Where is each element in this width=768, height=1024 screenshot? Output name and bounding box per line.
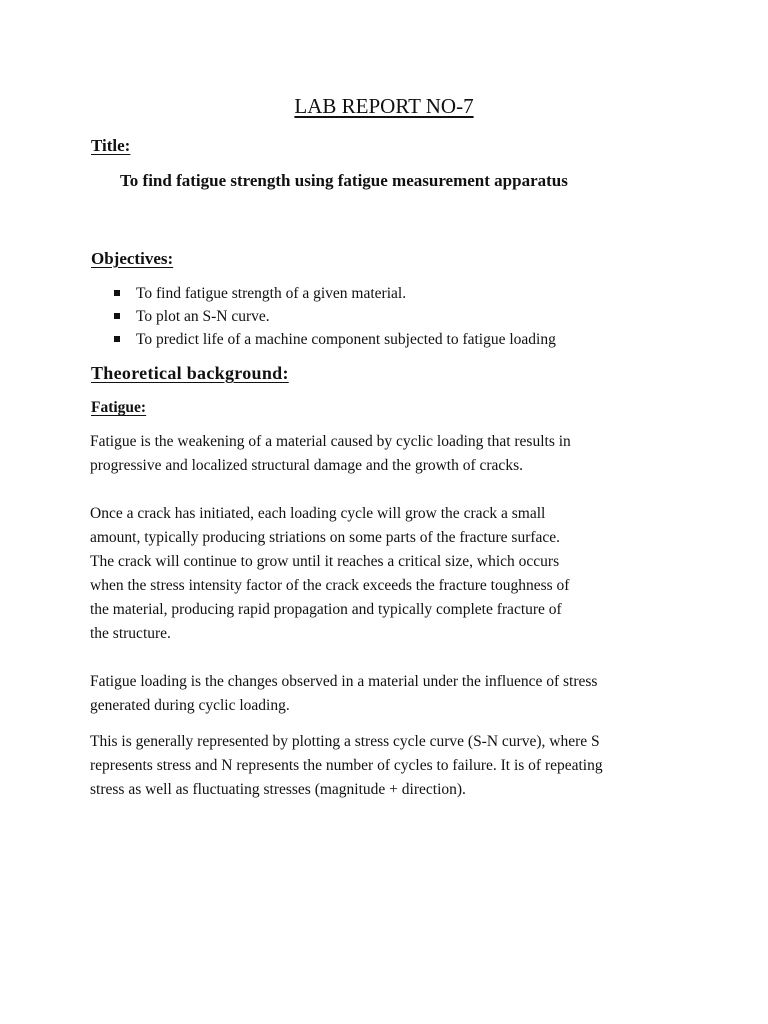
paragraph-fatigue-loading	[90, 670, 710, 718]
text-line: amount, typically producing striations on some parts of the fracture surface.	[90, 529, 561, 546]
text-line: stress as well as fluctuating stresses (magnitude + direction).	[90, 781, 466, 798]
text-line: Fatigue loading is the changes observed in a material under the influence of stress	[90, 673, 598, 690]
square-bullet-icon	[114, 290, 120, 296]
text-line: represents stress and N represents the number of cycles to failure. It is of repeating	[90, 757, 603, 774]
paragraph-fatigue-definition	[90, 430, 710, 478]
text-line: generated during cyclic loading.	[90, 697, 290, 714]
text-line: The crack will continue to grow until it reaches a critical size, which occurs	[90, 553, 560, 570]
list-item	[112, 305, 556, 328]
text-line: the structure.	[90, 625, 171, 642]
square-bullet-icon	[114, 313, 120, 319]
square-bullet-icon	[114, 336, 120, 342]
text-line: Once a crack has initiated, each loading cycle will grow the crack a small	[90, 505, 546, 522]
text-line: progressive and localized structural damage and the growth of cracks.	[90, 457, 523, 474]
text-line: This is generally represented by plotting a stress cycle curve (S-N curve), where S	[90, 733, 600, 750]
objective-text: To predict life of a machine component subjected to fatigue loading	[136, 331, 556, 348]
objectives-list	[112, 282, 556, 351]
list-item	[112, 328, 556, 351]
objective-text: To plot an S-N curve.	[136, 308, 270, 325]
text-line: when the stress intensity factor of the crack exceeds the fracture toughness of	[90, 577, 570, 594]
report-title: LAB REPORT NO-7	[294, 94, 474, 118]
list-item	[112, 282, 556, 305]
fatigue-heading: Fatigue:	[91, 399, 147, 416]
objectives-heading: Objectives:	[91, 249, 174, 268]
text-line: Fatigue is the weakening of a material caused by cyclic loading that results in	[90, 433, 571, 450]
report-subtitle: To find fatigue strength using fatigue measurement apparatus	[120, 171, 568, 190]
objective-text: To find fatigue strength of a given material.	[136, 285, 407, 302]
paragraph-crack-growth	[90, 502, 710, 646]
paragraph-sn-curve	[90, 730, 710, 802]
title-heading: Title:	[91, 136, 131, 155]
theory-heading: Theoretical background:	[91, 363, 289, 383]
text-line: the material, producing rapid propagation and typically complete fracture of	[90, 601, 562, 618]
